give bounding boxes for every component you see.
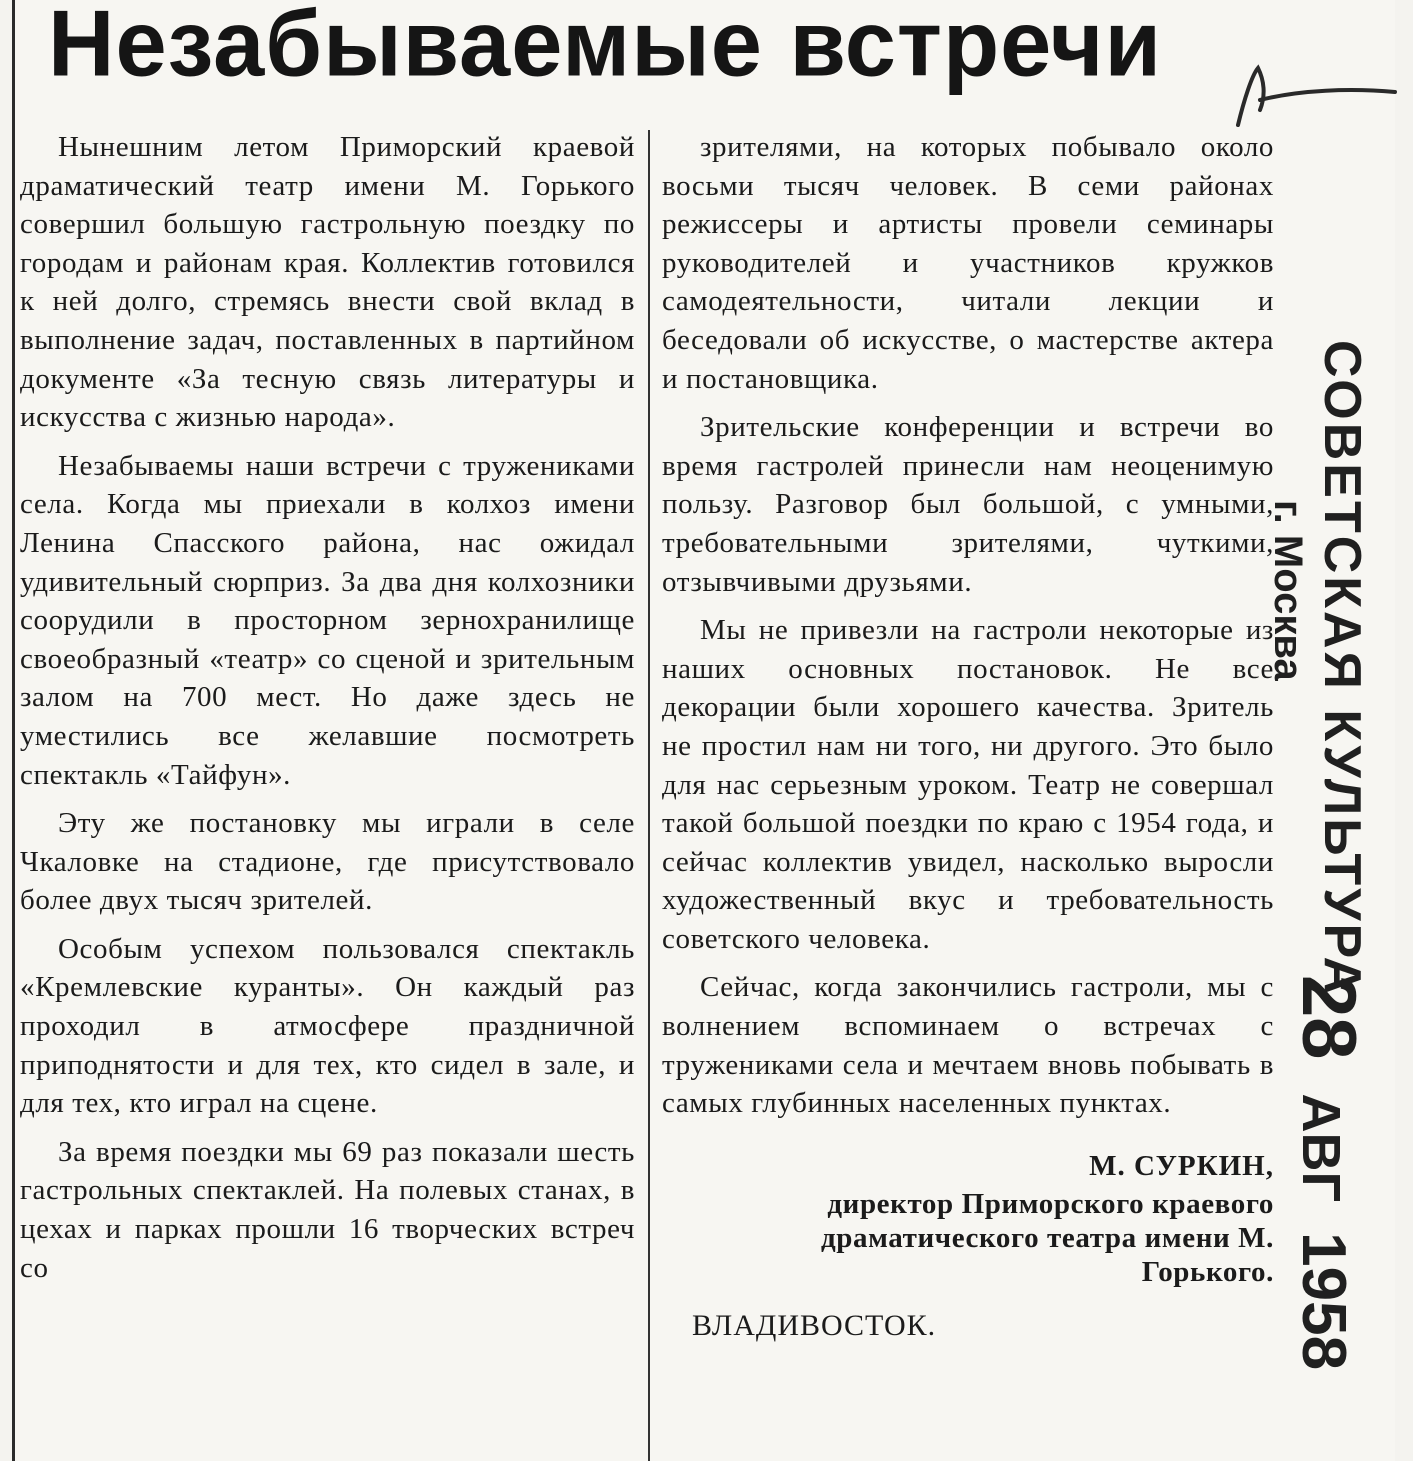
paragraph: Эту же постановку мы играли в селе Чкаловке на стадионе, где присутствовало более двух тысяч зрителей. [20,807,635,917]
article-column-left [20,128,635,1297]
dateline-city: ВЛАДИВОСТОК. [692,1308,937,1342]
paragraph: За время поездки мы 69 раз показали шесть гастрольных спектаклей. На полевых станах, в цехах и парках прошли 16 творческих встреч со [20,1135,635,1284]
article-headline: Незабываемые встречи [48,0,1163,97]
author-role: директор Приморского краевого драматического театра имени М. Горького. [821,1187,1274,1288]
author-signature [662,1149,1274,1289]
stamp-year: 1958 [1289,1232,1358,1371]
pencil-mark-icon [1230,30,1400,130]
stamp-paper-name: СОВЕТСКАЯ КУЛЬТУРА [1313,340,1371,998]
paragraph: Мы не привезли на гастроли некоторые из наших основных постановок. Не все декорации были хорошего качества. Зритель не простил нам ни того, ни другого. Это было для нас серьезным уроком. Театр не совершал такой большой поездки по краю с 1954 года, и сейчас коллектив увидел, насколько выросли художественный вкус и требовательность советского человека. [662,614,1274,955]
stamp-month: АВГ [1291,1093,1351,1203]
paragraph: Незабываемы наши встречи с тружениками села. Когда мы приехали в колхоз имени Ленина Спасского района, нас ожидал удивительный сюрприз. За два дня колхозники соорудили в просторном зернохранилище своеобразный «театр» со сценой и зрительным залом на 700 мест. Но даже здесь не уместились все желавшие посмотреть спектакль «Тайфун». [20,449,635,791]
stamp-date [1285,975,1372,1370]
article-column-right [662,128,1274,1345]
newspaper-stamp [1312,340,1372,997]
paragraph: зрителями, на которых побывало около восьми тысяч человек. В семи районах режиссеры и артисты провели семинары руководителей и участников кружков самодеятельности, читали лекции и беседовали об искусстве, о мастерстве актера и постановщика. [662,131,1274,395]
stamp-day: 28 [1286,975,1371,1060]
paragraph: Нынешним летом Приморский краевой драматический театр имени М. Горького совершил большую гастрольную поездку по городам и районам края. Коллектив готовился к ней долго, стремясь внести свой вклад в выполнение задач, поставленных в партийном документе «За тесную связь литературы и искусства с жизнью народа». [20,131,635,434]
column-divider [648,130,650,1461]
paragraph: Зрительские конференции и встречи во время гастролей принесли нам неоценимую пользу. Разговор был большой, с умными, требовательными зрителями, чуткими, отзывчивыми друзьями. [662,411,1274,598]
paragraph: Сейчас, когда закончились гастроли, мы с волнением вспоминаем о встречах с тружениками села и мечтаем вновь побывать в самых глубинных населенных пунктах. [662,971,1274,1120]
author-name: М. СУРКИН, [1089,1149,1274,1182]
stamp-city: г. Москва [1266,500,1310,681]
paragraph: Особым успехом пользовался спектакль «Кремлевские куранты». Он каждый раз проходил в атмосфере праздничной приподнятости и для тех, кто сидел в зале, и для тех, кто играл на сцене. [20,932,635,1120]
